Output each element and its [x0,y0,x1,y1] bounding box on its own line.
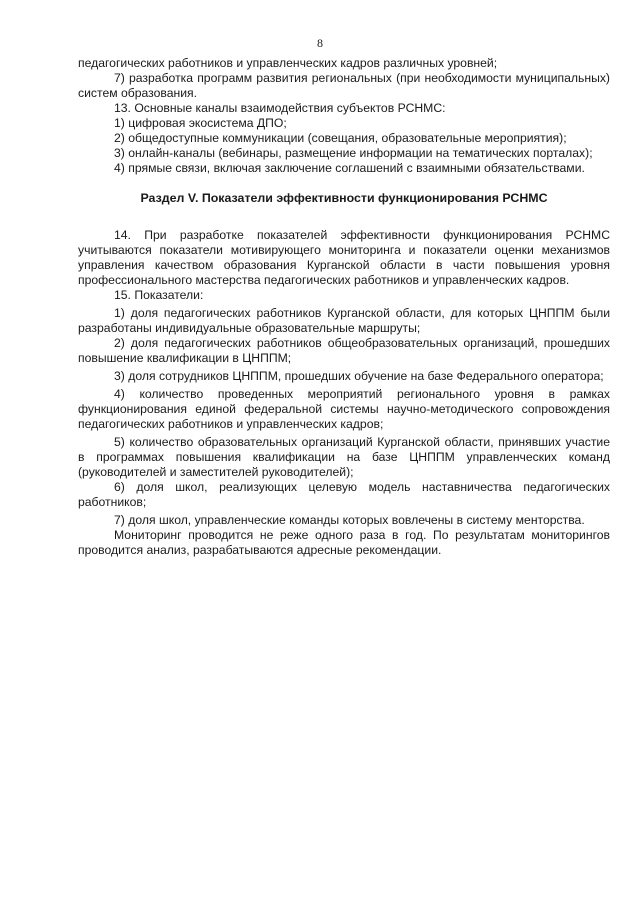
paragraph: 3) доля сотрудников ЦНППМ, прошедших обучение на базе Федерального оператора; [114,369,604,383]
paragraph: 15. Показатели: [114,288,204,302]
paragraph: 7) доля школ, управленческие команды которых вовлечены в систему менторства. [114,513,585,527]
paragraph: 1) доля педагогических работников Курганской области, для которых ЦНППМ были разработаны индивидуальные образовательные маршруты; [78,306,610,335]
paragraph: 3) онлайн-каналы (вебинары, размещение информации на тематических порталах); [114,146,593,160]
paragraph: 4) количество проведенных мероприятий регионального уровня в рамках функционирования единой федеральной системы научно-методического сопровождения педагогических работников и управленческих кадров; [78,387,610,431]
paragraph: 5) количество образовательных организаций Курганской области, принявших участие в программах повышения квалификации на базе ЦНППМ управленческих команд (руководителей и заместителей руководителей); [78,435,610,479]
paragraph: 7) разработка программ развития региональных (при необходимости муниципальных) систем образования. [78,71,610,100]
paragraph: педагогических работников и управленческих кадров различных уровней; [78,56,498,70]
page-number: 8 [317,36,323,50]
paragraph: 13. Основные каналы взаимодействия субъектов РСНМС: [114,101,446,115]
paragraph: 1) цифровая экосистема ДПО; [114,116,287,130]
paragraph: Мониторинг проводится не реже одного раза в год. По результатам мониторингов проводится анализ, разрабатываются адресные рекомендации. [78,528,610,557]
paragraph: 6) доля школ, реализующих целевую модель наставничества педагогических работников; [78,480,610,509]
paragraph: 4) прямые связи, включая заключение соглашений с взаимными обязательствами. [114,161,585,175]
paragraph: 2) доля педагогических работников общеобразовательных организаций, прошедших повышение квалификации в ЦНППМ; [78,336,610,365]
paragraph: 14. При разработке показателей эффективности функционирования РСНМС учитываются показатели мотивирующего мониторинга и показатели оценки механизмов управления качеством образования Курганской области в части повышения уровня профессионального мастерства педагогических работников и управленческих кадров. [78,228,610,287]
document-body [78,56,610,558]
paragraph: 2) общедоступные коммуникации (совещания, образовательные мероприятия); [114,131,567,145]
section-heading: Раздел V. Показатели эффективности функционирования РСНМС [140,191,548,205]
